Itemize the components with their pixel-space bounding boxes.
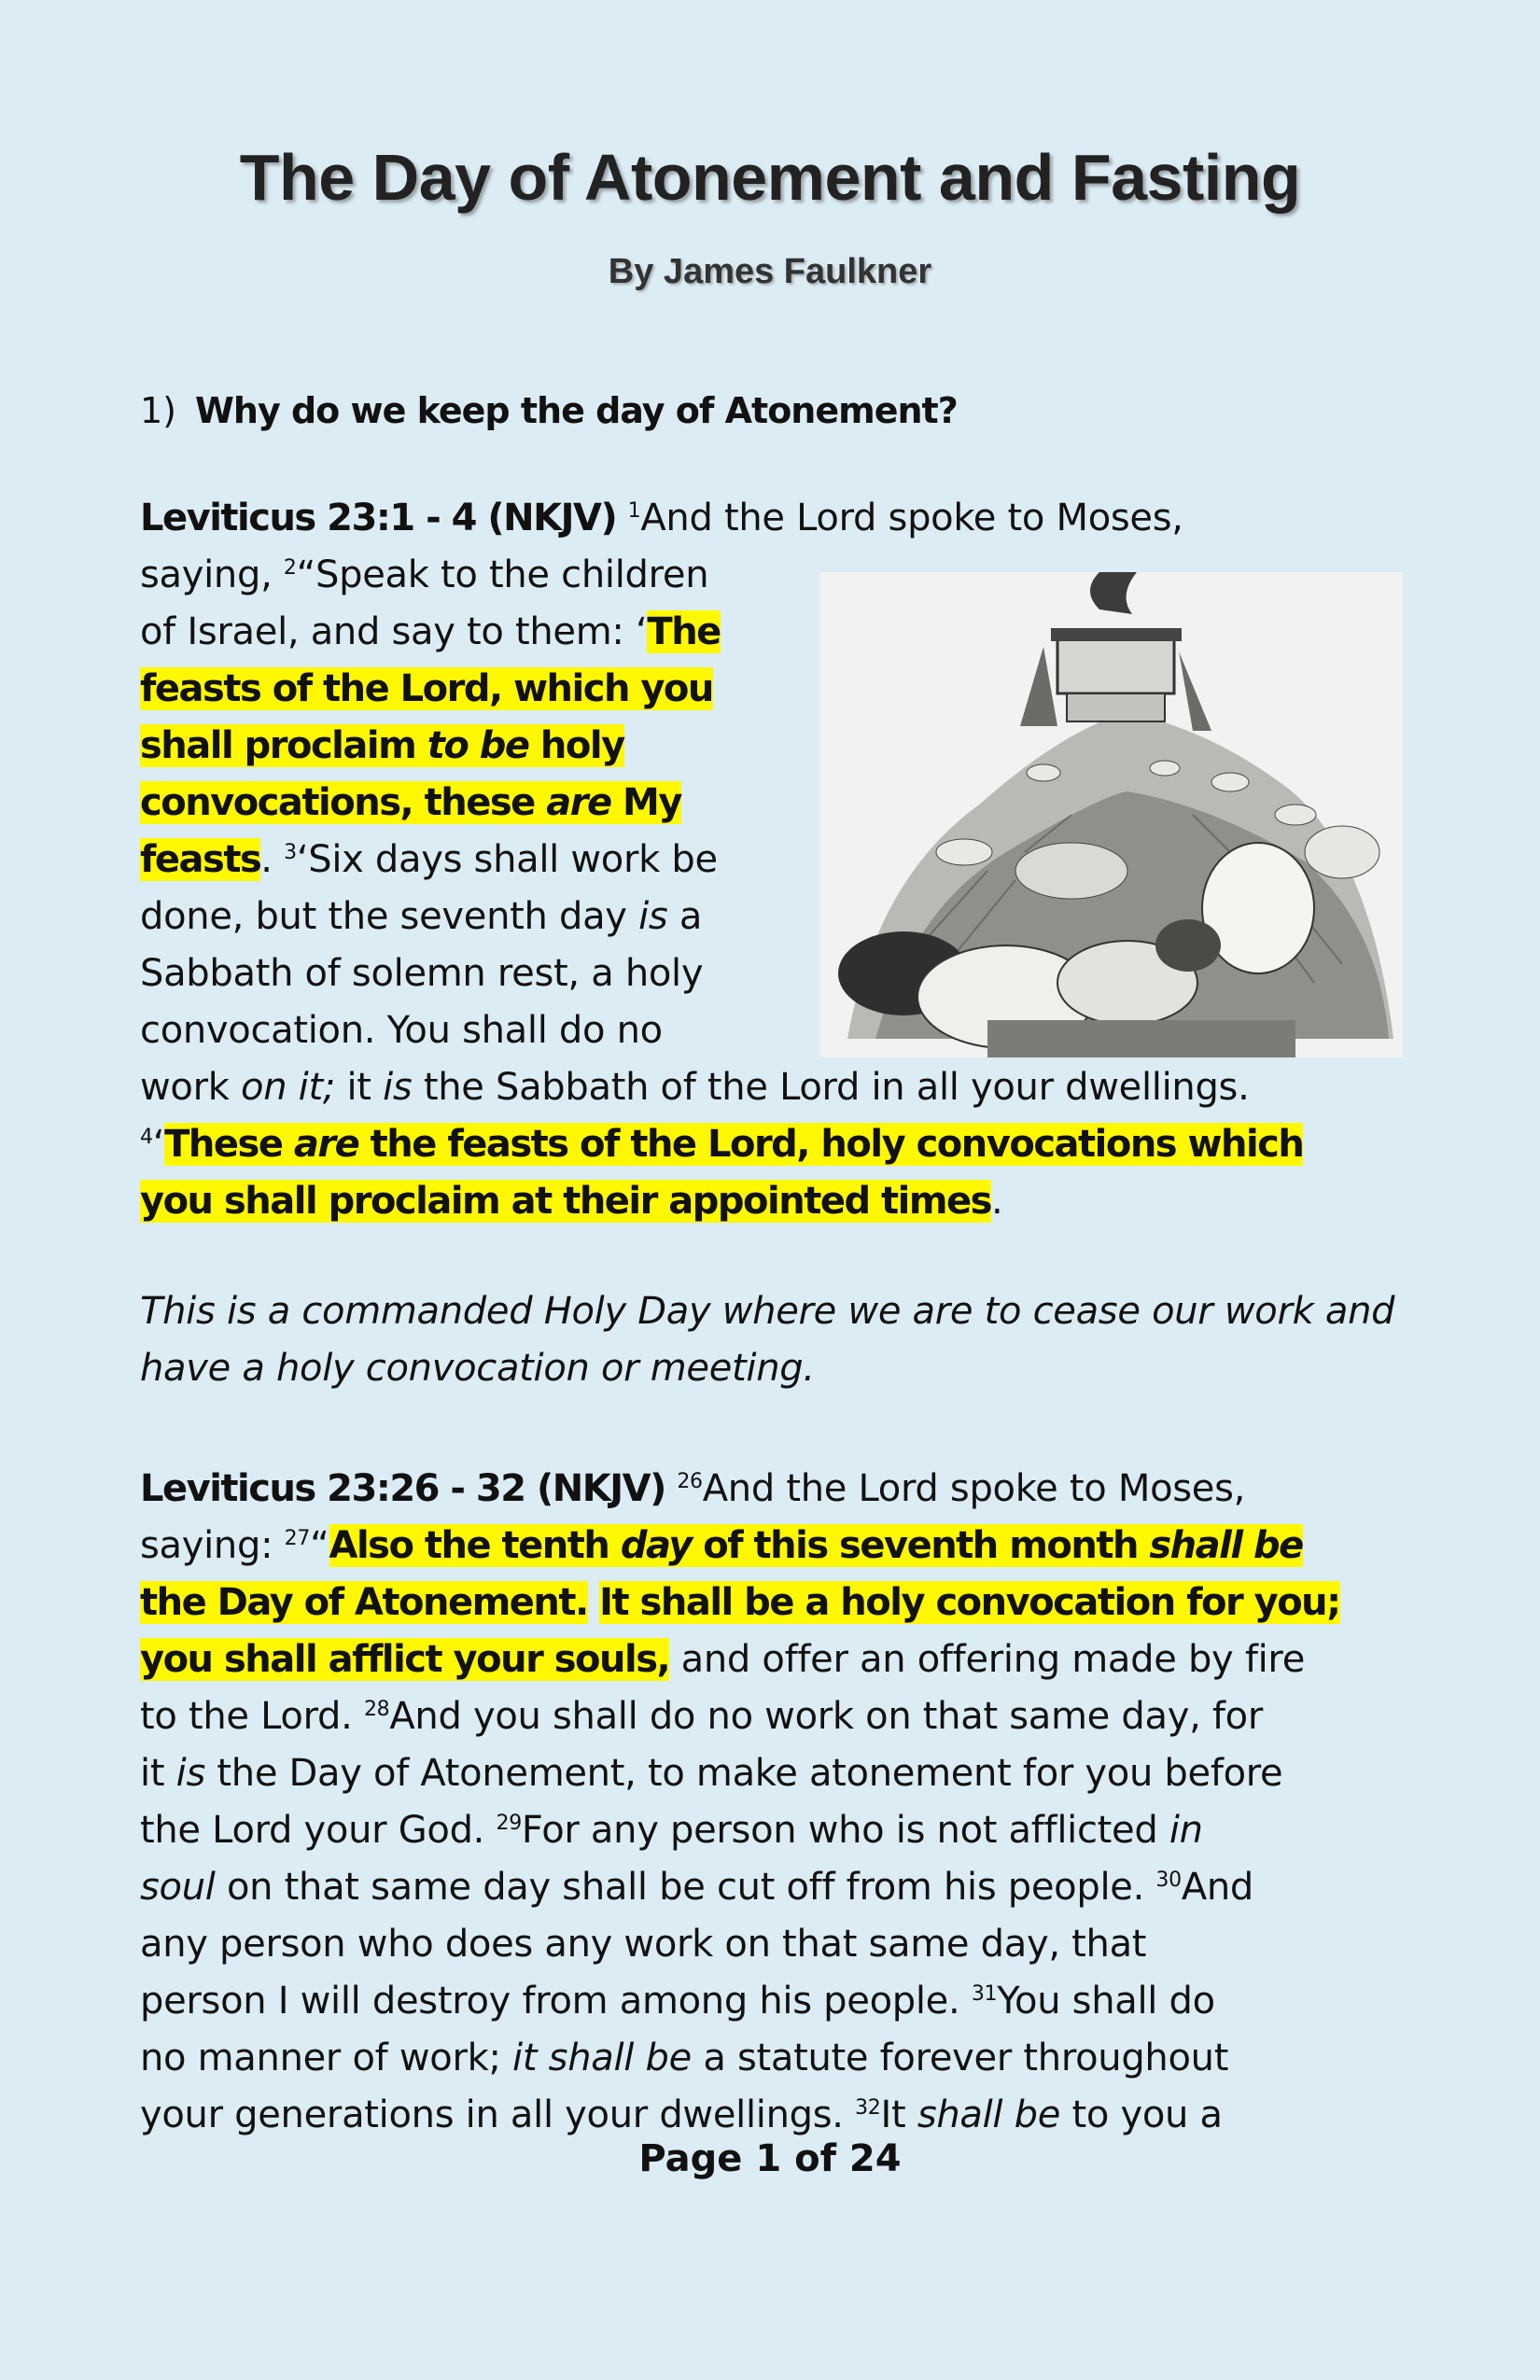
- verse-number: 1: [627, 499, 641, 523]
- verse-text: of Israel, and say to them: ‘: [140, 610, 648, 653]
- question-text: Why do we keep the day of Atonement?: [195, 390, 958, 431]
- passage2-line-11: no manner of work; it shall be a statute forever throughout: [140, 2037, 1229, 2079]
- passage1-line-10: convocation. You shall do no: [140, 1009, 663, 1052]
- passage2-line-9: any person who does any work on that same day, that: [140, 1923, 1147, 1966]
- highlighted-text: The: [647, 610, 721, 653]
- highlighted-text: you shall proclaim at their appointed times: [140, 1180, 991, 1223]
- verse-number: 2: [283, 556, 297, 580]
- highlighted-text: convocations, these are My: [140, 781, 681, 824]
- passage2-line-3: [140, 1575, 1340, 1631]
- document-title: The Day of Atonement and Fasting: [239, 141, 1301, 214]
- highlighted-text: the Day of Atonement.: [140, 1581, 588, 1624]
- passage1-line-3: [140, 604, 721, 661]
- passage1-line-8: done, but the seventh day is a: [140, 895, 703, 938]
- highlighted-text: shall proclaim to be holy: [140, 724, 624, 767]
- author-byline: By James Faulkner: [608, 252, 932, 291]
- verse-number: 4: [140, 1126, 153, 1149]
- question-heading: [140, 383, 958, 439]
- passage1-line-11: work on it; it is the Sabbath of the Lord in all your dwellings.: [140, 1066, 1250, 1109]
- verse-text: saying,: [140, 553, 284, 596]
- passage2-reference: Leviticus 23:26 - 32 (NKJV): [140, 1467, 665, 1510]
- highlighted-text: you shall afflict your souls,: [140, 1638, 670, 1681]
- passage1-line-1: [140, 490, 1183, 547]
- verse-text: “Speak to the children: [296, 553, 709, 596]
- passage2-line-8: soul on that same day shall be cut off from his people. $^{30}$And: [140, 1866, 1254, 1909]
- verse-number: 26: [677, 1470, 703, 1493]
- highlighted-text: feasts of the Lord, which you: [140, 667, 713, 710]
- passage2-line-2: saying: $^{27}$“Also the tenth day of this seventh month shall be: [140, 1524, 1303, 1567]
- verse-number: 28: [363, 1698, 390, 1721]
- verse-number: 27: [284, 1527, 311, 1550]
- passage1-line-12: $^4$‘These are the feasts of the Lord, holy convocations which: [140, 1123, 1304, 1166]
- highlighted-text: Also the tenth day of this seventh month shall be: [329, 1524, 1303, 1567]
- passage1-line-9: Sabbath of solemn rest, a holy: [140, 952, 704, 995]
- passage1-line-4: [140, 661, 713, 718]
- passage2-line-1: Leviticus 23:26 - 32 (NKJV) $^{26}$And the Lord spoke to Moses,: [140, 1467, 1246, 1510]
- commentary-note: This is a commanded Holy Day where we are to cease our work and have a holy convocation or meeting.: [140, 1290, 1395, 1390]
- page-number: Page 1 of 24: [638, 2137, 902, 2180]
- highlighted-text: These are the feasts of the Lord, holy convocations which: [164, 1123, 1304, 1166]
- passage2-line-12: your generations in all your dwellings. $^{32}$It shall be to you a: [140, 2093, 1223, 2136]
- highlighted-text: It shall be a holy convocation for you;: [599, 1581, 1340, 1624]
- verse-number: 31: [971, 1982, 998, 2006]
- verse-number: 29: [496, 1812, 522, 1835]
- verse-text: And the Lord spoke to Moses,: [640, 497, 1183, 539]
- question-number: 1): [140, 390, 177, 431]
- passage2-line-6: it is the Day of Atonement, to make atonement for you before: [140, 1752, 1283, 1795]
- passage1-reference: Leviticus 23:1 - 4 (NKJV): [140, 497, 617, 539]
- passage1-line-13: you shall proclaim at their appointed times.: [140, 1180, 1003, 1223]
- passage1-line-5: [140, 718, 624, 775]
- passage1-line-7: feasts. $^3$‘Six days shall work be: [140, 838, 718, 881]
- verse-number: 32: [855, 2096, 881, 2120]
- passage2-line-10: person I will destroy from among his people. $^{31}$You shall do: [140, 1980, 1215, 2023]
- verse-number: 30: [1155, 1869, 1182, 1892]
- passage1-line-6: [140, 775, 681, 832]
- verse-text: ‘Six days shall work be: [296, 838, 718, 881]
- passage1-line-2: [140, 547, 708, 604]
- altar-sheep-illustration: [819, 572, 1403, 1057]
- passage2-line-5: to the Lord. $^{28}$And you shall do no work on that same day, for: [140, 1695, 1263, 1738]
- passage2-line-7: the Lord your God. $^{29}$For any person who is not afflicted in: [140, 1809, 1203, 1852]
- highlighted-text: feasts: [140, 838, 261, 881]
- passage2-line-4: you shall afflict your souls, and offer an offering made by fire: [140, 1638, 1306, 1681]
- verse-number: 3: [284, 841, 297, 864]
